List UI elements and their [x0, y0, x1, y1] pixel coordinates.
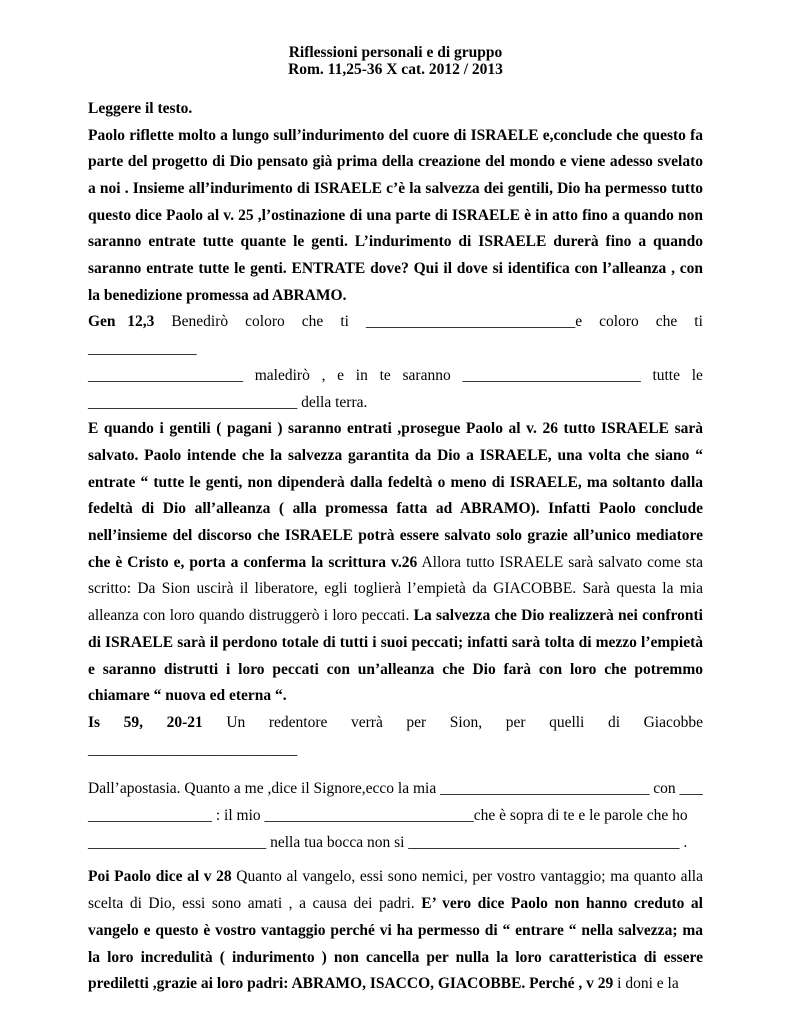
- is-verse-line-2: Dall’apostasia. Quanto a me ,dice il Signore,ecco la mia ___________________________ con ___: [88, 780, 703, 798]
- title-line-1: Riflessioni personali e di gruppo: [288, 44, 503, 61]
- is-word: Un: [226, 713, 246, 731]
- gen-word: le: [691, 366, 703, 384]
- gen-verse-line-3: [88, 390, 703, 417]
- is-verse-line-4: _______________________ nella tua bocca non si ___________________________________ .: [88, 833, 688, 851]
- gen-word: ,: [321, 366, 326, 384]
- paragraph-2-bold: E quando i gentili ( pagani ) saranno entrati ,prosegue Paolo al v. 26 tutto ISRAELE sarà salvato. Paolo intende che la salvezza garantita da Dio a ISRAELE, una volta che siano “ entrate “ tutte le genti, non dipenderà dalla fedeltà o meno di ISRAELE, ma soltanto dalla fedeltà di Dio all’alleanza ( alla promessa fatta ad ABRAMO). Infatti Paolo conclude nell’insieme del discorso che ISRAELE potrà essere salvato solo grazie all’unico mediatore che è Cristo e, porta a conferma la scrittura v.26: [88, 420, 703, 571]
- is-blank-line: ___________________________: [88, 740, 298, 758]
- is-num: 59,: [123, 713, 144, 731]
- gen-word: che: [301, 313, 324, 331]
- title-line-2: Rom. 11,25-36 X cat. 2012 / 2013: [288, 61, 503, 78]
- gen-word: ti: [340, 313, 349, 331]
- gen-word: e: [337, 366, 345, 384]
- gen-ref: Gen: [88, 313, 116, 331]
- paragraph-3-bold: Poi Paolo dice al v 28: [88, 868, 232, 886]
- paragraph-2: [88, 416, 703, 710]
- gen-blank: _______________________: [462, 366, 641, 384]
- gen-word: coloro: [245, 313, 285, 331]
- gen-word: che: [655, 313, 678, 331]
- is-word: di: [607, 713, 621, 731]
- gen-verse-line-1: [88, 309, 703, 336]
- gen-word: te: [379, 366, 391, 384]
- paragraph-2-quote: Allora tutto ISRAELE sarà salvato come sta scritto: Da Sion uscirà il liberatore, egli toglierà l’empietà da GIACOBBE. Sarà questa la mia alleanza con loro quando distruggerò i loro peccati.: [88, 553, 703, 625]
- is-ref: Is: [88, 713, 101, 731]
- gen-word: e: [575, 313, 583, 331]
- gen-verse-line-2: [88, 363, 703, 390]
- gen-end: della terra.: [301, 393, 368, 411]
- gen-word: ti: [694, 313, 703, 331]
- gen-word: maledirò: [254, 366, 310, 384]
- gen-blank: ___________________________: [88, 393, 298, 411]
- gen-word: tutte: [652, 366, 680, 384]
- gen-num: 12,3: [127, 313, 155, 331]
- is-verse-line-3: ________________ : il mio ___________________________che è sopra di te e le parole che ho: [88, 807, 688, 825]
- paragraph-1: Paolo riflette molto a lungo sull’indurimento del cuore di ISRAELE e,conclude che questo fa parte del progetto di Dio pensato già prima della creazione del mondo e viene adesso svelato a noi . Insieme all’indurimento di ISRAELE c’è la salvezza dei gentili, Dio ha permesso tutto questo dice Paolo al v. 25 ,l’ostinazione di una parte di ISRAELE è in atto fino a quando non saranno entrate tutte quante le genti. L’indurimento di ISRAELE durerà fino a quando saranno entrate tutte le genti. ENTRATE dove? Qui il dove si identifica con l’alleanza , con la benedizione promessa ad ABRAMO.: [88, 126, 703, 304]
- is-word: redentore: [268, 713, 328, 731]
- gen-word: Benedirò: [171, 313, 229, 331]
- is-word: Giacobbe: [643, 713, 703, 731]
- gen-word: in: [355, 366, 368, 384]
- gen-word: saranno: [402, 366, 451, 384]
- is-word: per: [406, 713, 427, 731]
- is-word: per: [505, 713, 526, 731]
- paragraph-2-bold-2: La salvezza che Dio realizzerà nei confronti di ISRAELE sarà il perdono totale di tutti i suoi peccati; infatti sarà tolta di mezzo l’empietà e saranno distrutti i loro peccati con un’alleanza che Dio farà con loro che potremmo chiamare “ nuova ed eterna “.: [88, 607, 703, 705]
- is-word: verrà: [351, 713, 383, 731]
- paragraph-3-quote: Quanto al vangelo, essi sono nemici, per vostro vantaggio; ma quanto alla scelta di Dio, essi sono amati , a causa dei padri.: [88, 868, 703, 913]
- paragraph-3-tail: i doni e la: [613, 975, 679, 993]
- is-word: Sion,: [449, 713, 483, 731]
- paragraph-3: [88, 864, 703, 998]
- gen-blank: ___________________________: [365, 313, 576, 331]
- gen-word: coloro: [599, 313, 639, 331]
- gen-blank-line: ______________: [88, 340, 197, 358]
- gen-blank: ____________________: [88, 366, 243, 384]
- heading-read-text: Leggere il testo.: [88, 100, 193, 117]
- paragraph-3-bold-2: E’ vero dice Paolo non hanno creduto al vangelo e questo è vostro vantaggio perché vi ha permesso di “ entrare “ nella salvezza; ma la loro incredulità ( indurimento ) non cancella per nulla la loro caratteristica di essere prediletti ,grazie ai loro padri: ABRAMO, ISACCO, GIACOBBE. Perché , v 29: [88, 895, 703, 993]
- is-num: 20-21: [166, 713, 203, 731]
- is-verse-line-1: [88, 710, 703, 737]
- is-word: quelli: [549, 713, 585, 731]
